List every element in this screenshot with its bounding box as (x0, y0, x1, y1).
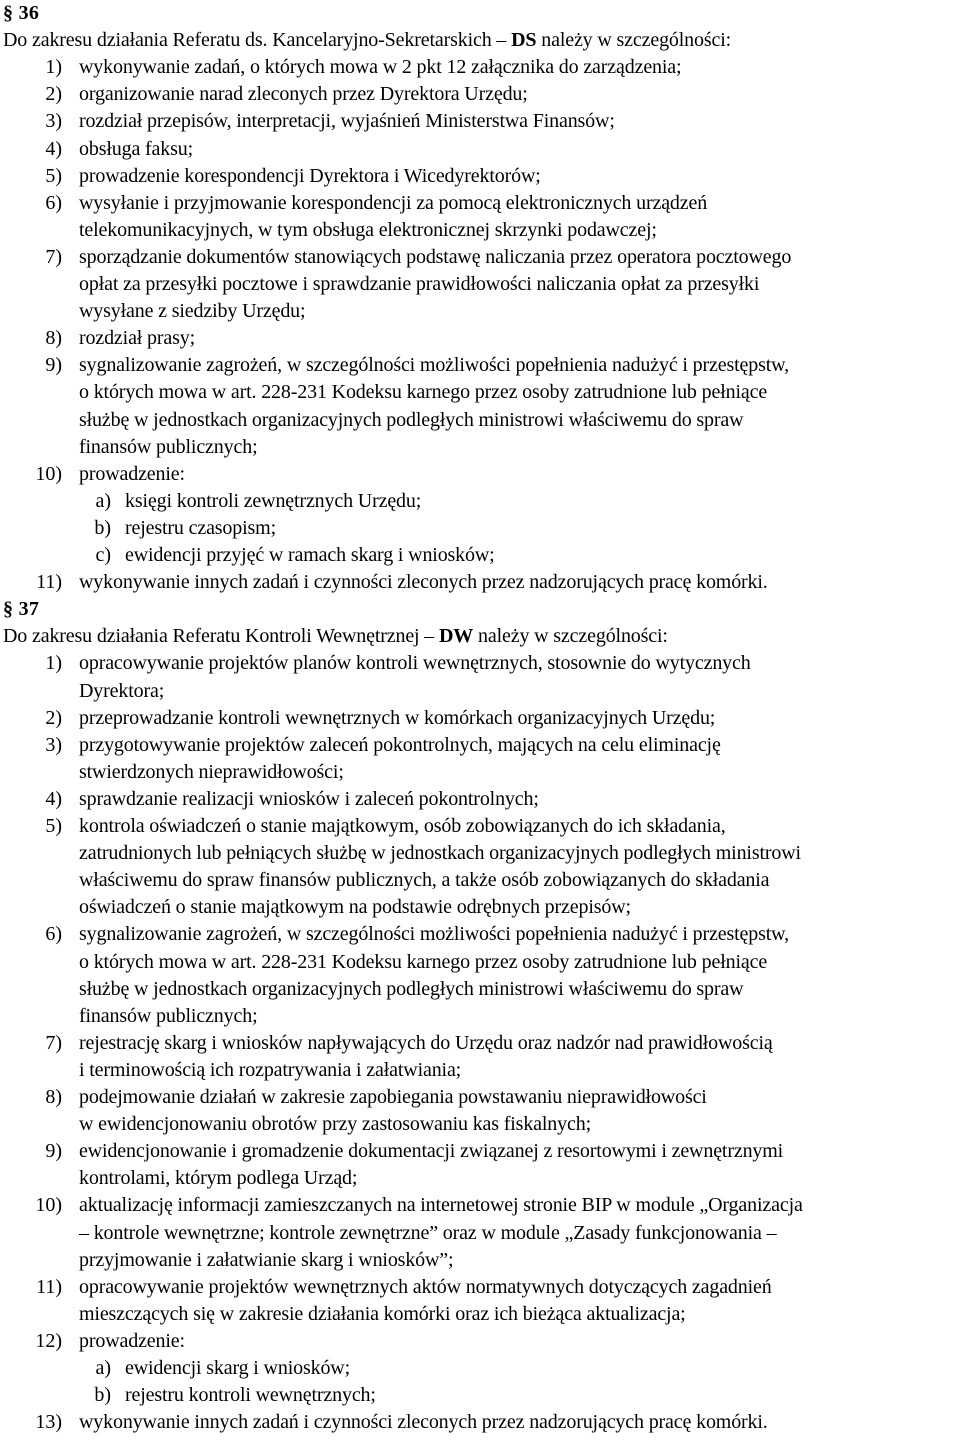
list-item-number: 10) (35, 462, 62, 485)
list-item-text: wysyłanie i przyjmowanie korespondencji za pomocą elektronicznych urządzeń (79, 191, 708, 214)
list-item-text: opracowywanie projektów planów kontroli wewnętrznych, stosownie do wytycznych (79, 652, 751, 675)
sub-item-letter: c) (95, 544, 111, 566)
intro-text: Do zakresu działania Referatu ds. Kancelaryjno-Sekretarskich – (3, 29, 512, 52)
list-item-number: 4) (45, 787, 62, 810)
intro-text: Do zakresu działania Referatu Kontroli Wewnętrznej – (3, 625, 440, 648)
list-item-number: 1) (45, 652, 62, 675)
list-item-text: finansów publicznych; (79, 435, 258, 458)
list-item-number: 3) (45, 110, 62, 133)
list-item-text: podejmowanie działań w zakresie zapobiegania powstawaniu nieprawidłowości (79, 1086, 707, 1108)
unit-code: DS (511, 29, 537, 52)
list-item-text: telekomunikacyjnych, w tym obsługa elektronicznej skrzynki podawczej; (79, 218, 657, 241)
list-item-text: ewidencjonowanie i gromadzenie dokumentacji związanej z resortowymi i zewnętrznymi (79, 1140, 784, 1163)
sub-item-text: księgi kontroli zewnętrznych Urzędu; (125, 489, 422, 512)
list-item-text: kontrolami, którym podlega Urząd; (79, 1167, 358, 1190)
list-item-number: 4) (45, 137, 62, 160)
list-item-text: sygnalizowanie zagrożeń, w szczególności możliwości popełnienia nadużyć i przestępstw, (79, 354, 789, 377)
list-item-number: 7) (45, 1031, 62, 1054)
unit-code: DW (439, 625, 474, 648)
list-item-number: 11) (36, 1275, 62, 1298)
section-heading: § 37 (3, 598, 40, 621)
list-item-text: opracowywanie projektów wewnętrznych aktów normatywnych dotyczących zagadnień (79, 1275, 772, 1298)
section-intro (3, 27, 731, 54)
list-item-number: 9) (45, 354, 62, 377)
list-item-number: 3) (45, 733, 62, 756)
list-item-number: 13) (35, 1411, 62, 1434)
list-item-text: rejestrację skarg i wniosków napływających do Urzędu oraz nadzór nad prawidłowością (79, 1031, 773, 1054)
list-item-number: 2) (45, 706, 62, 729)
sub-item-text: ewidencji skarg i wniosków; (125, 1357, 350, 1379)
section-intro (3, 623, 668, 650)
list-item-text: zatrudnionych lub pełniących służbę w jednostkach organizacyjnych podległych ministrowi (79, 842, 801, 865)
sub-item-text: rejestru czasopism; (125, 516, 276, 539)
list-item-text: mieszczących się w zakresie działania komórki oraz ich bieżąca aktualizacja; (79, 1302, 686, 1325)
list-item-text: służbę w jednostkach organizacyjnych podległych ministrowi właściwemu do spraw (79, 977, 744, 1000)
section-heading: § 36 (3, 2, 40, 24)
intro-text-end: należy w szczególności: (536, 29, 732, 52)
list-item-number: 7) (45, 245, 62, 268)
list-item-text: sprawdzanie realizacji wniosków i zaleceń pokontrolnych; (79, 787, 539, 810)
list-item-text: rozdział przepisów, interpretacji, wyjaśnień Ministerstwa Finansów; (79, 110, 615, 133)
list-item-text: wykonywanie innych zadań i czynności zleconych przez nadzorujących pracę komórki. (79, 1411, 768, 1434)
list-item-text: stwierdzonych nieprawidłowości; (79, 760, 344, 783)
list-item-number: 1) (45, 56, 62, 79)
list-item-text: organizowanie narad zleconych przez Dyrektora Urzędu; (79, 83, 528, 106)
sub-item-text: ewidencji przyjęć w ramach skarg i wniosków; (125, 544, 495, 566)
intro-text-end: należy w szczególności: (473, 625, 668, 648)
list-item-text: i terminowością ich rozpatrywania i załatwiania; (79, 1058, 462, 1081)
list-item-number: 5) (45, 164, 62, 187)
list-item-text: oświadczeń o stanie majątkowym na podstawie odrębnych przepisów; (79, 896, 631, 919)
sub-item-text: rejestru kontroli wewnętrznych; (125, 1384, 376, 1407)
sub-item-letter: a) (95, 1357, 111, 1379)
list-item-text: prowadzenie: (79, 1329, 185, 1352)
list-item-number: 8) (45, 327, 62, 350)
list-item-number: 2) (45, 83, 62, 106)
list-item-number: 11) (36, 571, 62, 594)
list-item-text: sporządzanie dokumentów stanowiących podstawę naliczania przez operatora pocztowego (79, 245, 792, 268)
list-item-text: kontrola oświadczeń o stanie majątkowym, osób zobowiązanych do ich składania, (79, 815, 726, 837)
list-item-text: opłat za przesyłki pocztowe i sprawdzanie prawidłowości naliczania opłat za przesyłki (79, 273, 760, 295)
list-item-text: wykonywanie zadań, o których mowa w 2 pkt 12 załącznika do zarządzenia; (79, 56, 682, 79)
list-item-text: obsługa faksu; (79, 137, 193, 160)
list-item-text: Dyrektora; (79, 679, 165, 702)
sub-item-letter: b) (94, 1384, 111, 1407)
list-item-text: finansów publicznych; (79, 1004, 258, 1027)
list-item-number: 6) (45, 923, 62, 946)
list-item-text: prowadzenie korespondencji Dyrektora i Wicedyrektorów; (79, 164, 541, 187)
list-item-text: prowadzenie: (79, 462, 185, 485)
list-item-number: 8) (45, 1086, 62, 1108)
list-item-text: rozdział prasy; (79, 327, 196, 350)
list-item-number: 5) (45, 815, 62, 837)
list-item-number: 10) (35, 1194, 62, 1217)
list-item-text: wysyłane z siedziby Urzędu; (79, 300, 306, 323)
list-item-text: w ewidencjonowaniu obrotów przy zastosowaniu kas fiskalnych; (79, 1113, 591, 1136)
list-item-number: 12) (35, 1329, 62, 1352)
list-item-text: wykonywanie innych zadań i czynności zleconych przez nadzorujących pracę komórki. (79, 571, 768, 594)
list-item-text: – kontrole wewnętrzne; kontrole zewnętrzne” oraz w module „Zasady funkcjonowania – (79, 1221, 777, 1244)
list-item-number: 6) (45, 191, 62, 214)
list-item-text: przyjmowanie i załatwianie skarg i wniosków”; (79, 1248, 454, 1271)
list-item-number: 9) (45, 1140, 62, 1163)
list-item-text: aktualizację informacji zamieszczanych na internetowej stronie BIP w module „Organizacja (79, 1194, 803, 1217)
list-item-text: przeprowadzanie kontroli wewnętrznych w komórkach organizacyjnych Urzędu; (79, 706, 716, 729)
list-item-text: przygotowywanie projektów zaleceń pokontrolnych, mających na celu eliminację (79, 733, 721, 756)
list-item-text: sygnalizowanie zagrożeń, w szczególności możliwości popełnienia nadużyć i przestępstw, (79, 923, 789, 946)
sub-item-letter: b) (94, 516, 111, 539)
sub-item-letter: a) (95, 489, 111, 512)
list-item-text: o których mowa w art. 228-231 Kodeksu karnego przez osoby zatrudnione lub pełniące (79, 381, 768, 404)
list-item-text: o których mowa w art. 228-231 Kodeksu karnego przez osoby zatrudnione lub pełniące (79, 950, 768, 973)
list-item-text: właściwemu do spraw finansów publicznych, a także osób zobowiązanych do składania (79, 869, 770, 892)
list-item-text: służbę w jednostkach organizacyjnych podległych ministrowi właściwemu do spraw (79, 408, 744, 431)
